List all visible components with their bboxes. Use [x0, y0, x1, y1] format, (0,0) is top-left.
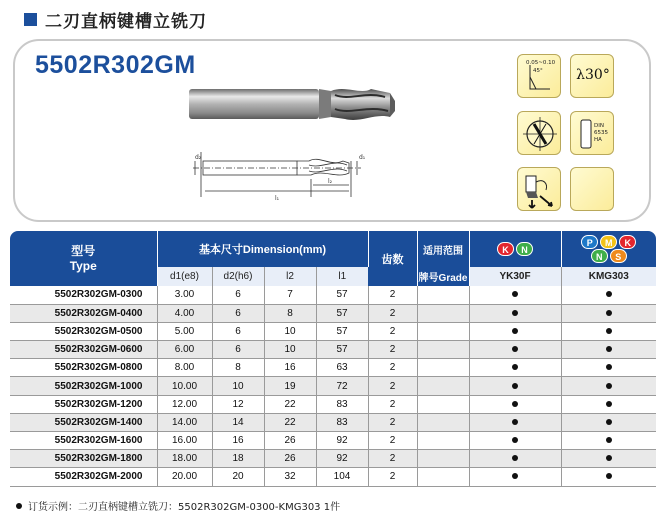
row-l2: 8 [264, 304, 316, 322]
row-l1: 57 [316, 341, 368, 359]
row-applic [417, 377, 469, 395]
row-type: 5502R302GM-1000 [10, 377, 157, 395]
svg-text:6535: 6535 [594, 130, 608, 136]
blank-icon [570, 167, 614, 211]
row-d1: 10.00 [157, 377, 212, 395]
grade2-badge-p: P [581, 235, 598, 249]
row-d2: 18 [212, 450, 264, 468]
row-type: 5502R302GM-0800 [10, 359, 157, 377]
row-type: 5502R302GM-1800 [10, 450, 157, 468]
availability-dot [606, 328, 612, 334]
row-l2: 26 [264, 450, 316, 468]
row-grade2 [561, 286, 656, 304]
row-d1: 20.00 [157, 468, 212, 486]
row-applic [417, 450, 469, 468]
row-grade2 [561, 341, 656, 359]
row-type: 5502R302GM-2000 [10, 468, 157, 486]
row-grade1 [469, 432, 561, 450]
grade2-badge-m: M [600, 235, 617, 249]
row-grade1 [469, 286, 561, 304]
drawing-l2-label: l₂ [328, 178, 333, 185]
sub-header-l1: l1 [316, 267, 368, 286]
order-example [16, 498, 340, 513]
table-row [10, 413, 656, 431]
row-l1: 83 [316, 395, 368, 413]
row-l2: 32 [264, 468, 316, 486]
availability-dot [606, 346, 612, 352]
grade1-badge-n: N [516, 242, 533, 256]
table-row [10, 377, 656, 395]
row-grade2 [561, 432, 656, 450]
sub-header-d1: d1(e8) [157, 267, 212, 286]
applic-header: 适用范围 [417, 231, 469, 267]
row-grade1 [469, 341, 561, 359]
chamfer-icon [517, 54, 561, 98]
row-d2: 14 [212, 413, 264, 431]
row-l1: 72 [316, 377, 368, 395]
row-d2: 6 [212, 322, 264, 340]
drawing-l1-label: l₁ [275, 195, 280, 202]
availability-dot [606, 455, 612, 461]
grade2-badge-k: K [619, 235, 636, 249]
center-cutting-icon [517, 111, 561, 155]
row-applic [417, 304, 469, 322]
table-row [10, 322, 656, 340]
technical-drawing [191, 147, 391, 217]
note-bullet [16, 503, 22, 509]
row-l1: 83 [316, 413, 368, 431]
row-l2: 22 [264, 395, 316, 413]
row-grade2 [561, 395, 656, 413]
row-teeth: 2 [368, 286, 417, 304]
grade2-name: KMG303 [561, 267, 656, 286]
row-grade1 [469, 450, 561, 468]
row-l2: 7 [264, 286, 316, 304]
row-l2: 10 [264, 341, 316, 359]
drawing-d1-label: d₁ [359, 154, 366, 161]
row-l2: 26 [264, 432, 316, 450]
row-type: 5502R302GM-1200 [10, 395, 157, 413]
availability-dot [512, 455, 518, 461]
table-row [10, 286, 656, 304]
row-teeth: 2 [368, 395, 417, 413]
grade1-badges [469, 231, 561, 267]
row-type: 5502R302GM-1400 [10, 413, 157, 431]
row-applic [417, 341, 469, 359]
row-d2: 10 [212, 377, 264, 395]
row-applic [417, 322, 469, 340]
row-applic [417, 468, 469, 486]
svg-text:HA: HA [594, 137, 602, 143]
table-row [10, 468, 656, 486]
table-row [10, 341, 656, 359]
grade2-badge-n: N [591, 249, 608, 263]
row-d1: 5.00 [157, 322, 212, 340]
row-grade1 [469, 377, 561, 395]
row-teeth: 2 [368, 468, 417, 486]
row-l2: 10 [264, 322, 316, 340]
availability-dot [512, 473, 518, 479]
row-teeth: 2 [368, 322, 417, 340]
row-l1: 57 [316, 286, 368, 304]
sub-header-d2: d2(h6) [212, 267, 264, 286]
row-d2: 12 [212, 395, 264, 413]
type-header [10, 231, 157, 286]
row-grade1 [469, 359, 561, 377]
availability-dot [512, 346, 518, 352]
helix-angle-label: λ30° [576, 67, 610, 83]
spec-table [10, 231, 656, 487]
grade-header: 牌号Grade [417, 267, 469, 286]
row-grade1 [469, 395, 561, 413]
row-l1: 92 [316, 432, 368, 450]
sub-header-l2: l2 [264, 267, 316, 286]
row-d1: 14.00 [157, 413, 212, 431]
row-type: 5502R302GM-0400 [10, 304, 157, 322]
row-teeth: 2 [368, 359, 417, 377]
type-header-en: Type [69, 258, 97, 273]
heading-marker [24, 13, 37, 26]
row-teeth: 2 [368, 450, 417, 468]
row-grade1 [469, 304, 561, 322]
table-row [10, 395, 656, 413]
row-type: 5502R302GM-1600 [10, 432, 157, 450]
section-title: 二刃直柄键槽立铣刀 [45, 11, 207, 32]
grade1-badge-k: K [497, 242, 514, 256]
row-teeth: 2 [368, 377, 417, 395]
row-applic [417, 286, 469, 304]
row-grade2 [561, 322, 656, 340]
availability-dot [606, 437, 612, 443]
row-d1: 18.00 [157, 450, 212, 468]
row-grade2 [561, 450, 656, 468]
helix-angle-icon [570, 54, 614, 98]
row-d2: 20 [212, 468, 264, 486]
row-grade2 [561, 304, 656, 322]
section-heading [24, 8, 207, 30]
availability-dot [512, 419, 518, 425]
row-type: 5502R302GM-0300 [10, 286, 157, 304]
availability-dot [512, 401, 518, 407]
row-type: 5502R302GM-0600 [10, 341, 157, 359]
row-grade1 [469, 413, 561, 431]
row-grade2 [561, 413, 656, 431]
row-l2: 22 [264, 413, 316, 431]
row-applic [417, 395, 469, 413]
row-l2: 16 [264, 359, 316, 377]
ramping-icon [517, 167, 561, 211]
row-d2: 6 [212, 286, 264, 304]
row-applic [417, 432, 469, 450]
grade1-name: YK30F [469, 267, 561, 286]
teeth-header: 齿数 [368, 231, 417, 286]
row-l1: 104 [316, 468, 368, 486]
availability-dot [606, 383, 612, 389]
shank-standard-icon [570, 111, 614, 155]
svg-text:DIN: DIN [594, 123, 604, 129]
row-d2: 6 [212, 341, 264, 359]
availability-dot [606, 401, 612, 407]
row-d1: 16.00 [157, 432, 212, 450]
row-grade2 [561, 468, 656, 486]
row-l1: 57 [316, 304, 368, 322]
row-l1: 63 [316, 359, 368, 377]
availability-dot [606, 419, 612, 425]
dimension-header: 基本尺寸Dimension(mm) [157, 231, 368, 267]
row-teeth: 2 [368, 304, 417, 322]
end-mill-photo [185, 83, 409, 133]
row-grade1 [469, 468, 561, 486]
row-d2: 8 [212, 359, 264, 377]
availability-dot [512, 291, 518, 297]
row-grade2 [561, 377, 656, 395]
availability-dot [606, 364, 612, 370]
grade2-badge-s: S [610, 249, 627, 263]
availability-dot [606, 473, 612, 479]
row-d2: 16 [212, 432, 264, 450]
drawing-d2-label: d₂ [195, 154, 202, 161]
row-d1: 8.00 [157, 359, 212, 377]
row-type: 5502R302GM-0500 [10, 322, 157, 340]
row-l2: 19 [264, 377, 316, 395]
type-header-cn: 型号 [71, 243, 96, 258]
row-d1: 4.00 [157, 304, 212, 322]
svg-text:0.05~0.10: 0.05~0.10 [526, 60, 556, 66]
row-teeth: 2 [368, 432, 417, 450]
row-grade2 [561, 359, 656, 377]
row-d1: 6.00 [157, 341, 212, 359]
row-l1: 57 [316, 322, 368, 340]
availability-dot [512, 364, 518, 370]
table-row [10, 432, 656, 450]
row-teeth: 2 [368, 413, 417, 431]
table-row [10, 359, 656, 377]
row-d2: 6 [212, 304, 264, 322]
grade2-badges [561, 231, 656, 267]
row-teeth: 2 [368, 341, 417, 359]
table-row [10, 450, 656, 468]
row-d1: 3.00 [157, 286, 212, 304]
row-grade1 [469, 322, 561, 340]
product-panel [13, 39, 651, 222]
row-l1: 92 [316, 450, 368, 468]
availability-dot [512, 328, 518, 334]
row-applic [417, 413, 469, 431]
availability-dot [606, 310, 612, 316]
availability-dot [512, 310, 518, 316]
model-name: 5502R302GM [35, 51, 196, 79]
row-d1: 12.00 [157, 395, 212, 413]
availability-dot [606, 291, 612, 297]
table-row [10, 304, 656, 322]
availability-dot [512, 383, 518, 389]
svg-text:45°: 45° [533, 68, 543, 74]
row-applic [417, 359, 469, 377]
order-example-text: 订货示例：二刃直柄键槽立铣刀：5502R302GM-0300-KMG303 1件 [28, 502, 341, 513]
availability-dot [512, 437, 518, 443]
